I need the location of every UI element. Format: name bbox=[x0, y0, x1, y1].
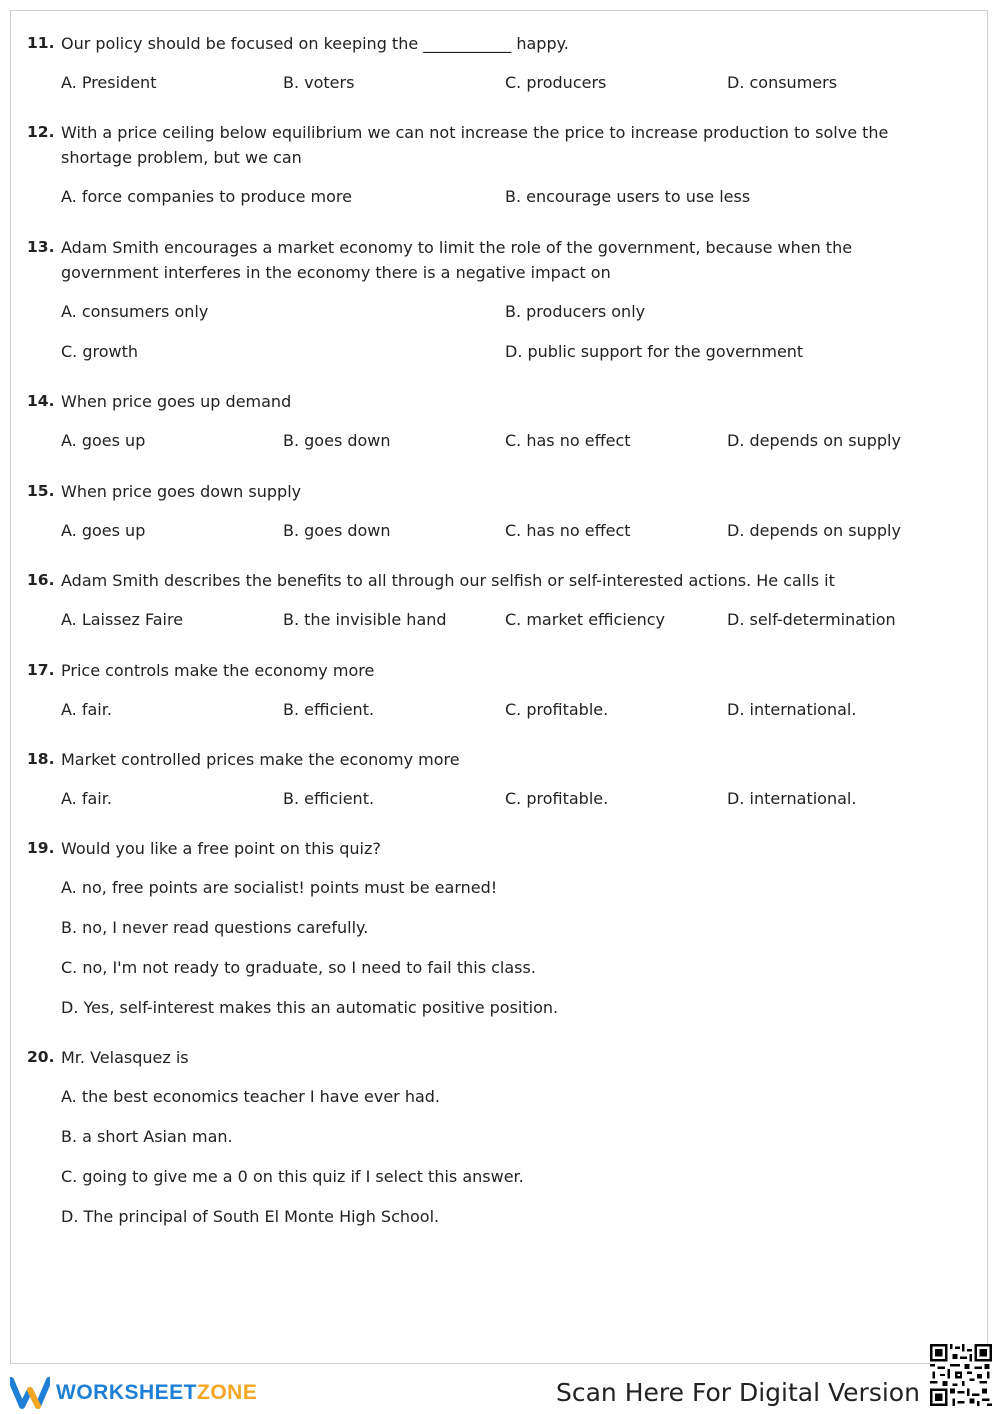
brand-name-part1: WORKSHEET bbox=[56, 1381, 197, 1404]
option-d[interactable]: D. international. bbox=[727, 700, 857, 719]
option-d[interactable]: D. international. bbox=[727, 789, 857, 808]
option-b[interactable]: B. efficient. bbox=[283, 700, 375, 719]
question-13 bbox=[27, 235, 947, 365]
option-d[interactable]: D. depends on supply bbox=[727, 521, 901, 540]
option-a[interactable]: A. Laissez Faire bbox=[61, 610, 184, 629]
question-text: Our policy should be focused on keeping the ___________ happy. bbox=[61, 34, 569, 53]
option-a[interactable]: A. the best economics teacher I have ever had. bbox=[61, 1087, 441, 1106]
question-text: Price controls make the economy more bbox=[61, 661, 375, 680]
option-c[interactable]: C. profitable. bbox=[505, 789, 609, 808]
option-a[interactable]: A. fair. bbox=[61, 789, 112, 808]
question-number: 18. bbox=[27, 750, 55, 768]
scan-text: Scan Here For Digital Version bbox=[556, 1378, 920, 1407]
option-b[interactable]: B. goes down bbox=[283, 521, 391, 540]
option-c[interactable]: C. going to give me a 0 on this quiz if I select this answer. bbox=[61, 1167, 524, 1186]
question-number: 11. bbox=[27, 34, 55, 52]
question-14 bbox=[27, 389, 947, 454]
question-15 bbox=[27, 479, 947, 544]
question-20 bbox=[27, 1045, 947, 1230]
question-12 bbox=[27, 120, 947, 210]
option-b[interactable]: B. the invisible hand bbox=[283, 610, 447, 629]
question-text: When price goes down supply bbox=[61, 482, 302, 501]
option-a[interactable]: A. fair. bbox=[61, 700, 112, 719]
question-text: Market controlled prices make the economy more bbox=[61, 750, 460, 769]
option-b[interactable]: B. no, I never read questions carefully. bbox=[61, 918, 369, 937]
option-c[interactable]: C. has no effect bbox=[505, 431, 631, 450]
question-number: 17. bbox=[27, 661, 55, 679]
question-number: 15. bbox=[27, 482, 55, 500]
option-c[interactable]: C. no, I'm not ready to graduate, so I need to fail this class. bbox=[61, 958, 536, 977]
worksheet-page bbox=[10, 10, 988, 1364]
option-b[interactable]: B. voters bbox=[283, 73, 355, 92]
option-a[interactable]: A. goes up bbox=[61, 521, 146, 540]
question-18 bbox=[27, 747, 947, 812]
qr-code-icon[interactable] bbox=[930, 1344, 992, 1406]
option-c[interactable]: C. market efficiency bbox=[505, 610, 666, 629]
question-text: When price goes up demand bbox=[61, 392, 292, 411]
question-16 bbox=[27, 568, 947, 633]
option-b[interactable]: B. producers only bbox=[505, 302, 646, 321]
question-11 bbox=[27, 31, 947, 96]
option-b[interactable]: B. efficient. bbox=[283, 789, 375, 808]
question-19 bbox=[27, 836, 947, 1021]
option-c[interactable]: C. has no effect bbox=[505, 521, 631, 540]
option-b[interactable]: B. encourage users to use less bbox=[505, 187, 751, 206]
question-number: 12. bbox=[27, 123, 55, 141]
brand-name-part2: ZONE bbox=[197, 1381, 258, 1404]
option-d[interactable]: D. consumers bbox=[727, 73, 838, 92]
question-number: 14. bbox=[27, 392, 55, 410]
question-text: Would you like a free point on this quiz? bbox=[61, 839, 381, 858]
option-d[interactable]: D. self-determination bbox=[727, 610, 896, 629]
question-text: With a price ceiling below equilibrium we can not increase the price to increase production to solve the shortage problem, but we can bbox=[61, 123, 889, 167]
question-text: Mr. Velasquez is bbox=[61, 1048, 189, 1067]
question-number: 16. bbox=[27, 571, 55, 589]
option-b[interactable]: B. a short Asian man. bbox=[61, 1127, 233, 1146]
option-d[interactable]: D. depends on supply bbox=[727, 431, 901, 450]
option-d[interactable]: D. Yes, self-interest makes this an automatic positive position. bbox=[61, 998, 559, 1017]
option-d[interactable]: D. public support for the government bbox=[505, 342, 804, 361]
option-a[interactable]: A. force companies to produce more bbox=[61, 187, 352, 206]
question-text: Adam Smith encourages a market economy to limit the role of the government, because when the government interferes in the economy there is a negative impact on bbox=[61, 238, 853, 282]
question-number: 13. bbox=[27, 238, 55, 256]
option-c[interactable]: C. profitable. bbox=[505, 700, 609, 719]
option-a[interactable]: A. goes up bbox=[61, 431, 146, 450]
option-c[interactable]: C. producers bbox=[505, 73, 607, 92]
question-text: Adam Smith describes the benefits to all through our selfish or self-interested actions. He calls it bbox=[61, 571, 835, 590]
option-a[interactable]: A. no, free points are socialist! points must be earned! bbox=[61, 878, 498, 897]
option-a[interactable]: A. consumers only bbox=[61, 302, 209, 321]
option-a[interactable]: A. President bbox=[61, 73, 157, 92]
question-17 bbox=[27, 658, 947, 723]
option-b[interactable]: B. goes down bbox=[283, 431, 391, 450]
brand-name bbox=[56, 1381, 257, 1405]
question-number: 20. bbox=[27, 1048, 55, 1066]
question-number: 19. bbox=[27, 839, 55, 857]
option-d[interactable]: D. The principal of South El Monte High School. bbox=[61, 1207, 440, 1226]
worksheetzone-logo[interactable] bbox=[10, 1376, 257, 1410]
option-c[interactable]: C. growth bbox=[61, 342, 139, 361]
worksheetzone-w-logo-icon bbox=[10, 1376, 50, 1410]
